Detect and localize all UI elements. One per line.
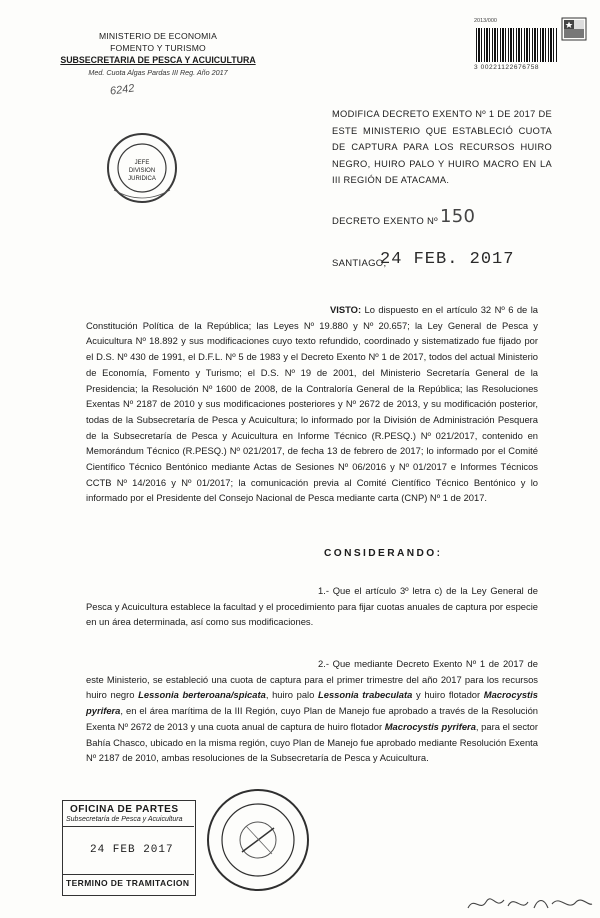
- header-subsecretaria: SUBSECRETARIA DE PESCA Y ACUICULTURA: [60, 55, 256, 65]
- visto-paragraph: [86, 302, 538, 506]
- handwritten-number: 6242: [109, 82, 136, 98]
- decree-line: [332, 206, 476, 227]
- office-stamp-date: 24 FEB 2017: [90, 844, 174, 856]
- barcode-number: 3 00221122676758: [474, 64, 540, 71]
- date-stamp: 24 FEB. 2017: [380, 250, 515, 269]
- visto-text: Lo dispuesto en el artículo 32 Nº 6 de la Constitución Política de la República; las Leyes Nº 19.880 y Nº 20.657; la Ley General de Pesca y Acuicultura Nº 18.892 y sus modificaciones cuyo texto refundido, coordinado y sistematizado fue fijado por el D.S. Nº 430 de 1991, el D.F.L. Nº 5 de 1983 y el Decreto Exento Nº 1 de 2017, todos del actual Ministerio de Economía, Fomento y Turismo; el D.S. Nº 19 de 2001, del Ministerio Secretaría General de la Presidencia; la Resolución Nº 1600 de 2008, de la Contraloría General de la República; las Resoluciones Exentas Nº 2187 de 2010 y sus modificaciones posteriores y Nº 2672 de 2013, y su modificación posterior, todas de la Subsecretaría de Pesca y Acuicultura; lo informado por la División de Administración Pesquera de la Subsecretaría de Pesca y Acuicultura en Informe Técnico (R.PESQ.) Nº 021/2017, contenido en Memorándum Técnico (R.PESQ.) Nº 021/2017, de fecha 13 de febrero de 2017; lo informado por el Comité Científico Técnico Bentónico mediante Actas de Sesiones Nº 06/2016 y Nº 01/2017 e Informes Técnicos CCTB Nº 14/2016 y Nº 01/2017; la comunicación previa al Comité Científico Técnico Bentónico y lo informado por el Presidente del Consejo Nacional de Pesca mediante carta (CNP) Nº 1 de 2017.: [86, 304, 538, 504]
- svg-text:JEFE: JEFE: [134, 160, 150, 166]
- decree-summary: MODIFICA DECRETO EXENTO Nº 1 DE 2017 DE ESTE MINISTERIO QUE ESTABLECIÓ CUOTA DE CAPTURA PARA LOS RECURSOS HUIRO NEGRO, HUIRO PALO Y HUIRO MACRO EN LA III REGIÓN DE ATACAMA.: [332, 109, 552, 185]
- p2-text-c: y huiro flotador: [412, 689, 484, 701]
- considerando-title: CONSIDERANDO:: [324, 548, 443, 559]
- p2-text-d: , en el área marítima de la III Región, cuyo Plan de Manejo fue aprobado a través de la Resolución Exenta Nº 2672 de 2013 y una cuota anual de captura de huiro flotador: [86, 705, 538, 732]
- office-stamp-divider: [62, 874, 194, 875]
- ministry-round-seal-icon: [202, 782, 314, 898]
- barcode-caption: 2013/000: [474, 18, 497, 24]
- government-logo-icon: [560, 16, 588, 42]
- office-stamp-divider: [62, 826, 194, 827]
- header-ministry: MINISTERIO DE ECONOMIA: [98, 31, 218, 41]
- svg-text:JURIDICA: JURIDICA: [128, 176, 156, 182]
- date-place: SANTIAGO,: [332, 258, 387, 269]
- visto-label: VISTO:: [330, 304, 362, 315]
- header-ministry-sub: FOMENTO Y TURISMO: [110, 43, 206, 53]
- decree-label: DECRETO EXENTO Nº: [332, 216, 438, 227]
- date-line: [332, 250, 515, 269]
- barcode-block: [472, 16, 592, 78]
- legal-division-seal-icon: [104, 130, 180, 206]
- p2-text-a: 2.- Que mediante Decreto Exento Nº 1 de 2017 de este Ministerio, se estableció una cuota de captura para el primer trimestre del año 2017 para los recursos huiro negro: [86, 658, 538, 701]
- considerando-paragraph-1: 1.- Que el artículo 3º letra c) de la Ley General de Pesca y Acuicultura establece la facultad y el procedimiento para fijar cuotas anuales de captura por especie en un área determinada, así como sus modificaciones.: [86, 585, 538, 628]
- p2-text-e: , para el sector Bahía Chasco, ubicado en la misma región, cuyo Plan de Manejo fue aprobado mediante Resolución Exenta Nº 2187 de 2010, ambas resoluciones de la Subsecretaría de Pesca y Acuicultura.: [86, 720, 538, 764]
- svg-text:DIVISION: DIVISION: [128, 168, 156, 174]
- ministry-header: [58, 30, 258, 79]
- office-stamp-footer: TERMINO DE TRAMITACION: [66, 878, 190, 888]
- species-name: Lessonia berteroana/spicata: [138, 689, 266, 701]
- species-name: Lessonia trabeculata: [318, 689, 413, 701]
- p2-text-b: , huiro palo: [265, 689, 318, 701]
- decree-number: 150: [440, 206, 476, 227]
- office-stamp: [62, 800, 196, 896]
- office-stamp-title: OFICINA DE PARTES: [70, 804, 179, 815]
- office-stamp-subtitle: Subsecretaría de Pesca y Acuicultura: [66, 816, 183, 823]
- header-reference: Med. Cuota Algas Pardas III Reg. Año 2017: [88, 68, 228, 77]
- considerando-paragraph-2: [86, 656, 538, 766]
- handwritten-signature: [464, 890, 594, 916]
- barcode-icon: [476, 28, 558, 62]
- species-name: Macrocystis pyrifera: [86, 689, 538, 717]
- species-name: Macrocystis pyrifera: [384, 720, 476, 732]
